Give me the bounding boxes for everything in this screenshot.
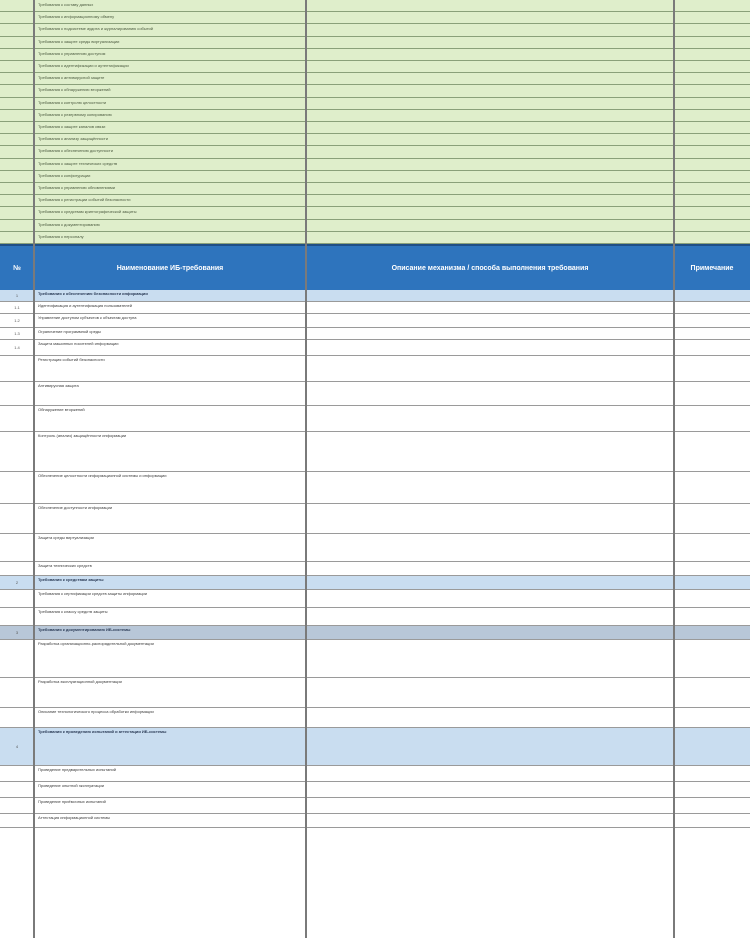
row-text: Требования к обеспечению доступности bbox=[38, 148, 113, 154]
row-number bbox=[0, 708, 34, 727]
row-text: Требования к резервному копированию bbox=[38, 111, 112, 117]
row-number bbox=[0, 782, 34, 797]
header-name[interactable]: Наименование ИБ-требования bbox=[116, 264, 224, 272]
table-row[interactable] bbox=[0, 146, 750, 158]
row-text: Требования к анализу защищённости bbox=[38, 136, 108, 142]
row-number bbox=[0, 608, 34, 625]
section-row[interactable] bbox=[0, 290, 750, 302]
row-number bbox=[0, 678, 34, 707]
table-row[interactable] bbox=[0, 406, 750, 432]
table-row[interactable] bbox=[0, 782, 750, 798]
row-text: Требования к защите каналов связи bbox=[38, 124, 106, 129]
table-row[interactable] bbox=[0, 314, 750, 328]
row-text: Обеспечение целостности информационной системы и информации bbox=[38, 473, 167, 478]
section-row[interactable] bbox=[0, 626, 750, 640]
table-row[interactable] bbox=[0, 562, 750, 576]
row-text: Проведение предварительных испытаний bbox=[38, 767, 116, 772]
row-text: Требования к средствам криптографической защиты bbox=[38, 209, 137, 215]
table-header bbox=[0, 244, 750, 292]
row-number bbox=[0, 640, 34, 677]
table-row[interactable] bbox=[0, 640, 750, 678]
row-number: 1.1 bbox=[14, 305, 20, 310]
table-row[interactable] bbox=[0, 534, 750, 562]
table-row[interactable] bbox=[0, 328, 750, 340]
table-row[interactable] bbox=[0, 356, 750, 382]
row-number bbox=[0, 562, 34, 575]
table-row[interactable] bbox=[0, 708, 750, 728]
row-number bbox=[0, 406, 34, 431]
row-text: Требования к защите среды виртуализации bbox=[38, 38, 120, 44]
table-row[interactable] bbox=[0, 171, 750, 183]
row-number bbox=[0, 382, 34, 405]
row-text: Требования к управлению обновлениями bbox=[38, 185, 115, 190]
row-text: Требования к идентификации и аутентификации bbox=[38, 63, 129, 68]
row-number: 2 bbox=[15, 580, 19, 585]
grid-line bbox=[305, 0, 307, 938]
row-text: Требования к сертификации средств защиты информации bbox=[38, 591, 147, 596]
table-row[interactable] bbox=[0, 798, 750, 814]
table-row[interactable] bbox=[0, 432, 750, 472]
row-text: Требования к контролю целостности bbox=[38, 99, 107, 105]
table-row[interactable] bbox=[0, 608, 750, 626]
row-number bbox=[0, 814, 34, 827]
row-text: Обеспечение доступности информации bbox=[38, 505, 113, 510]
table-row[interactable] bbox=[0, 122, 750, 134]
table-row[interactable] bbox=[0, 232, 750, 244]
row-text: Регистрация событий безопасности bbox=[38, 357, 105, 362]
row-number: 1.3 bbox=[14, 331, 20, 336]
row-number bbox=[0, 504, 34, 533]
row-number bbox=[0, 534, 34, 561]
table-row[interactable] bbox=[0, 678, 750, 708]
table-row[interactable] bbox=[0, 98, 750, 110]
table-row[interactable] bbox=[0, 340, 750, 356]
row-number bbox=[0, 432, 34, 471]
table-row[interactable] bbox=[0, 504, 750, 534]
row-number: 3 bbox=[15, 630, 19, 635]
row-text: Требования к конфигурации bbox=[38, 172, 91, 178]
row-text: Требования к антивирусной защите bbox=[38, 75, 105, 81]
table-row[interactable] bbox=[0, 24, 750, 36]
section-row[interactable] bbox=[0, 576, 750, 590]
row-text: Требования к защите технических средств bbox=[38, 160, 118, 166]
table-row[interactable] bbox=[0, 12, 750, 24]
row-text: Защита технических средств bbox=[38, 563, 92, 568]
row-number bbox=[0, 590, 34, 607]
row-text: Требования к информационному обмену bbox=[38, 14, 115, 20]
table-row[interactable] bbox=[0, 49, 750, 61]
grid-line bbox=[673, 0, 675, 938]
row-text: Требования к документированию ИБ-системы bbox=[38, 627, 131, 632]
table-row[interactable] bbox=[0, 207, 750, 219]
row-text: Ограничение программной среды bbox=[38, 329, 101, 334]
table-row[interactable] bbox=[0, 37, 750, 49]
row-text: Защита машинных носителей информации bbox=[38, 341, 119, 346]
header-num[interactable]: № bbox=[13, 264, 21, 272]
row-text: Требования к управлению доступом bbox=[38, 50, 106, 56]
row-text: Аттестация информационной системы bbox=[38, 815, 111, 820]
table-row[interactable] bbox=[0, 85, 750, 97]
row-text: Требования к подсистеме аудита и журналированию событий bbox=[38, 26, 154, 32]
row-number: 1 bbox=[15, 293, 19, 298]
row-text: Разработка организационно-распорядительной документации bbox=[38, 641, 154, 646]
row-number bbox=[0, 356, 34, 381]
table-row[interactable] bbox=[0, 814, 750, 828]
row-text: Разработка эксплуатационной документации bbox=[38, 679, 122, 684]
row-text: Требования к проведению испытаний и аттестации ИБ-системы bbox=[38, 729, 167, 734]
row-text: Требования к документированию bbox=[38, 221, 100, 227]
table-row[interactable] bbox=[0, 73, 750, 85]
row-number bbox=[0, 766, 34, 781]
table-row[interactable] bbox=[0, 766, 750, 782]
table-row[interactable] bbox=[0, 472, 750, 504]
row-text: Управление доступом субъектов к объектам доступа bbox=[38, 315, 137, 320]
table-row[interactable] bbox=[0, 382, 750, 406]
row-text: Требования к составу данных bbox=[38, 2, 94, 7]
table-row[interactable] bbox=[0, 195, 750, 207]
row-number: 1.2 bbox=[14, 318, 20, 323]
row-text: Описание технологического процесса обработки информации bbox=[38, 709, 154, 714]
header-note[interactable]: Примечание bbox=[690, 264, 734, 272]
row-text: Требования к классу средств защиты bbox=[38, 609, 108, 614]
row-text: Контроль (анализ) защищённости информации bbox=[38, 433, 127, 438]
green-section bbox=[0, 0, 750, 244]
row-text: Требования к персоналу bbox=[38, 233, 84, 239]
row-text: Защита среды виртуализации bbox=[38, 535, 94, 540]
row-number bbox=[0, 472, 34, 503]
row-text: Проведение опытной эксплуатации bbox=[38, 783, 104, 788]
row-text: Антивирусная защита bbox=[38, 383, 79, 388]
row-text: Проведение приёмочных испытаний bbox=[38, 799, 106, 804]
table-row[interactable] bbox=[0, 61, 750, 73]
row-text: Требования к регистрации событий безопасности bbox=[38, 197, 131, 203]
table-row[interactable] bbox=[0, 183, 750, 195]
row-text: Требования к средствам защиты bbox=[38, 577, 104, 582]
row-number bbox=[0, 798, 34, 813]
table-row[interactable] bbox=[0, 220, 750, 232]
table-row[interactable] bbox=[0, 110, 750, 122]
row-number: 1.4 bbox=[14, 345, 20, 350]
row-number: 4 bbox=[15, 744, 19, 749]
row-text: Требования к обеспечению безопасности информации bbox=[38, 291, 148, 296]
table-row[interactable] bbox=[0, 159, 750, 171]
row-text: Требования к обнаружению вторжений bbox=[38, 87, 111, 93]
table-row[interactable] bbox=[0, 590, 750, 608]
header-requirement[interactable]: Описание механизма / способа выполнения требования bbox=[391, 264, 589, 272]
row-text: Идентификация и аутентификация пользователей bbox=[38, 303, 132, 308]
section-row[interactable] bbox=[0, 728, 750, 766]
table-row[interactable] bbox=[0, 134, 750, 146]
table-row[interactable] bbox=[0, 302, 750, 314]
table-row[interactable] bbox=[0, 0, 750, 12]
grid-line bbox=[33, 0, 35, 938]
row-text: Обнаружение вторжений bbox=[38, 407, 85, 412]
